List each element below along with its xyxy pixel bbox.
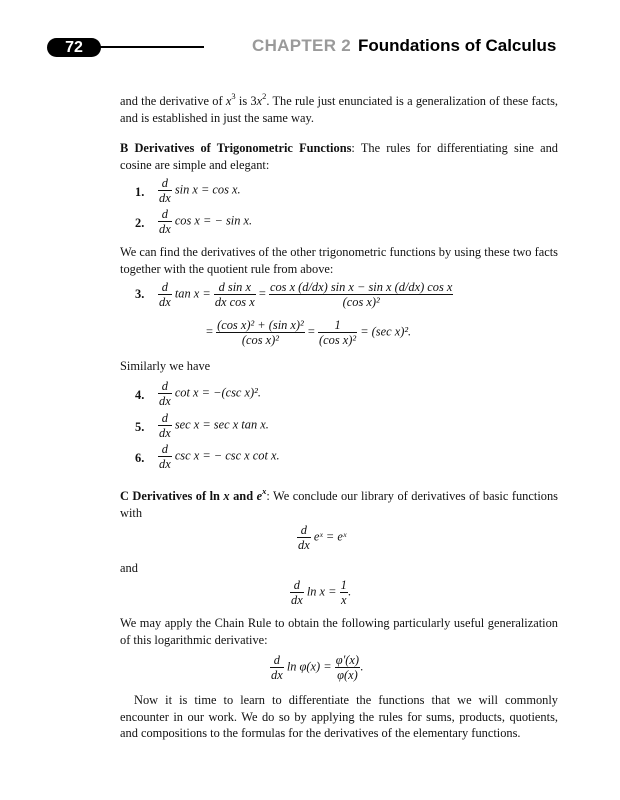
section-b-heading: B Derivatives of Trigonometric Functions xyxy=(120,141,352,155)
paragraph-similarly: Similarly we have xyxy=(120,359,211,373)
section-c-heading: C Derivatives of ln x and $e^x$ xyxy=(120,486,267,503)
formula-5: $\frac{d}{dx}$ sec x = sec x tan x. xyxy=(159,411,269,440)
section-b-paragraph: B Derivatives of Trigonometric Functions: The rules for differentiating sine and cosine are simple and elegant: xyxy=(120,141,558,172)
formula-6: $\frac{d}{dx}$ csc x = − csc x cot x. xyxy=(159,442,280,471)
formula-3-line-2: = $\frac{\text{(cos x)² + (sin x)²}}{\text{(cos x)²}}$ = $\frac{1}{\text{(cos x)²}}$ = (sec x)². xyxy=(206,318,412,347)
paragraph-intro: and the derivative of $x^3$ is $3x^2$. The rule just enunciated is a generalization of these facts, and is established in just the same way. xyxy=(120,91,559,125)
formula-exp-derivative: $\frac{d}{dx}$ eˣ = eˣ xyxy=(298,523,347,552)
formula-3-number: 3. xyxy=(135,287,145,301)
formula-1: $\frac{d}{dx}$ sin x = cos x. xyxy=(159,176,241,205)
formula-5-number: 5. xyxy=(135,420,145,434)
section-c-paragraph: C Derivatives of ln x and $e^x$: We conclude our library of derivatives of basic functions with xyxy=(120,486,558,520)
paragraph-final: Now it is time to learn to differentiate the functions that we will commonly encounter in our work. We do so by applying the rules for sums, products, quotients, and compositions to the formulas for the derivatives of the elementary functions. xyxy=(120,693,558,740)
formula-4-number: 4. xyxy=(135,388,145,402)
formula-3-line-1: $\frac{d}{dx}$ tan x = $\frac{\text{d sin x}}{\text{dx cos x}}$ = $\frac{\text{cos x (d/dx) sin x − sin x (d/dx) cos x}}{\text{(cos x)²}}$ xyxy=(159,280,453,309)
page-number-badge: 72 xyxy=(47,38,101,57)
header-rule xyxy=(96,46,204,48)
formula-ln-phi-derivative: $\frac{d}{dx}$ ln φ(x) = $\frac{\varphi'(x)}{\varphi(x)}$ . xyxy=(271,653,364,682)
formula-2: $\frac{d}{dx}$ cos x = − sin x. xyxy=(159,207,253,236)
formula-6-number: 6. xyxy=(135,451,145,465)
chapter-label: CHAPTER 2 xyxy=(252,36,352,55)
formula-ln-derivative: $\frac{d}{dx}$ ln x = $\frac{1}{x}$ . xyxy=(291,578,351,607)
chapter-title: Foundations of Calculus xyxy=(358,36,557,55)
formula-2-number: 2. xyxy=(135,216,145,230)
word-and: and xyxy=(120,561,138,575)
paragraph-other-trig: We can find the derivatives of the other trigonometric functions by using these two facts together with the quotient rule from above: xyxy=(120,245,558,276)
paragraph-chain-rule: We may apply the Chain Rule to obtain the following particularly useful generalization of this logarithmic derivative: xyxy=(120,616,558,647)
formula-1-number: 1. xyxy=(135,185,145,199)
formula-4: $\frac{d}{dx}$ cot x = −(csc x)². xyxy=(159,379,261,408)
